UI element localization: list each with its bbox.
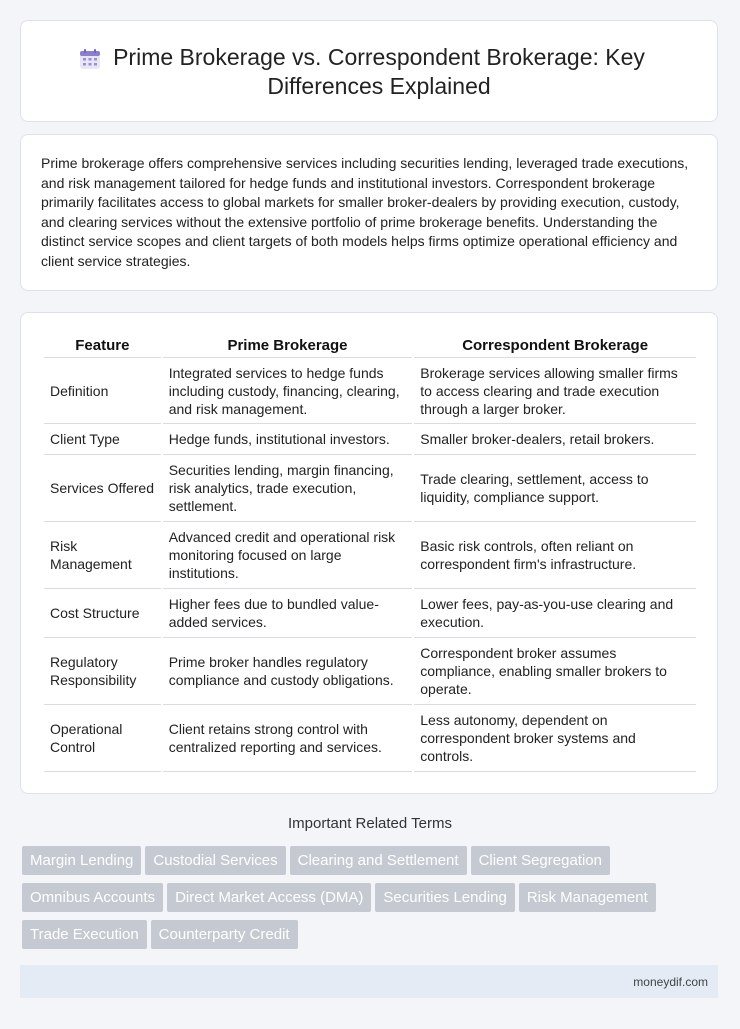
page-title-line-1: Prime Brokerage vs. Correspondent Brokerage: Key — [113, 44, 645, 70]
related-term-tag[interactable]: Trade Execution — [22, 920, 147, 949]
header-prime-brokerage: Prime Brokerage — [163, 335, 413, 358]
feature-cell: Operational Control — [44, 705, 161, 772]
prime-cell: Securities lending, margin financing, risk analytics, trade execution, settlement. — [163, 455, 413, 522]
related-term-tag[interactable]: Custodial Services — [145, 846, 285, 875]
related-term-tag[interactable]: Securities Lending — [375, 883, 514, 912]
comparison-table — [42, 335, 698, 772]
feature-cell: Cost Structure — [44, 589, 161, 638]
prime-cell: Client retains strong control with centralized reporting and services. — [163, 705, 413, 772]
table-row — [44, 358, 696, 424]
related-term-tag[interactable]: Omnibus Accounts — [22, 883, 163, 912]
prime-cell: Integrated services to hedge funds including custody, financing, clearing, and risk management. — [163, 358, 413, 424]
page-title — [81, 43, 677, 101]
correspondent-cell: Less autonomy, dependent on correspondent broker systems and controls. — [414, 705, 696, 772]
page-title-line-2: Differences Explained — [267, 73, 491, 99]
feature-cell: Risk Management — [44, 522, 161, 589]
correspondent-cell: Lower fees, pay-as-you-use clearing and execution. — [414, 589, 696, 638]
correspondent-cell: Smaller broker-dealers, retail brokers. — [414, 424, 696, 455]
comparison-table-card — [20, 312, 718, 794]
intro-card — [20, 134, 718, 291]
related-term-tag[interactable]: Margin Lending — [22, 846, 141, 875]
related-terms-list — [22, 846, 722, 957]
header-feature: Feature — [44, 335, 161, 358]
table-row — [44, 455, 696, 522]
feature-cell: Definition — [44, 358, 161, 424]
related-terms-title: Important Related Terms — [288, 815, 452, 832]
table-row — [44, 705, 696, 772]
prime-cell: Advanced credit and operational risk monitoring focused on large institutions. — [163, 522, 413, 589]
correspondent-cell: Brokerage services allowing smaller firms to access clearing and trade execution through a larger broker. — [414, 358, 696, 424]
feature-cell: Client Type — [44, 424, 161, 455]
table-header-row — [44, 335, 696, 358]
prime-cell: Prime broker handles regulatory compliance and custody obligations. — [163, 638, 413, 705]
header-correspondent-brokerage: Correspondent Brokerage — [414, 335, 696, 358]
intro-paragraph: Prime brokerage offers comprehensive services including securities lending, leveraged trade executions, and risk management tailored for hedge funds and institutional investors. Correspondent brokerage primarily facilitates access to global markets for smaller broker-dealers by providing execution, custody, and clearing services without the extensive portfolio of prime brokerage benefits. Understanding the distinct service scopes and client targets of both models helps firms optimize operational efficiency and client service strategies. — [41, 155, 689, 269]
footer-site[interactable]: moneydif.com — [633, 975, 708, 989]
feature-cell: Services Offered — [44, 455, 161, 522]
related-term-tag[interactable]: Direct Market Access (DMA) — [167, 883, 371, 912]
title-card — [20, 20, 718, 122]
feature-cell: Regulatory Responsibility — [44, 638, 161, 705]
related-term-tag[interactable]: Risk Management — [519, 883, 656, 912]
table-row — [44, 589, 696, 638]
related-term-tag[interactable]: Client Segregation — [471, 846, 610, 875]
prime-cell: Hedge funds, institutional investors. — [163, 424, 413, 455]
correspondent-cell: Correspondent broker assumes compliance, enabling smaller brokers to operate. — [414, 638, 696, 705]
correspondent-cell: Trade clearing, settlement, access to liquidity, compliance support. — [414, 455, 696, 522]
correspondent-cell: Basic risk controls, often reliant on correspondent firm's infrastructure. — [414, 522, 696, 589]
table-row — [44, 638, 696, 705]
related-term-tag[interactable]: Counterparty Credit — [151, 920, 298, 949]
table-row — [44, 522, 696, 589]
footer — [20, 965, 718, 998]
table-row — [44, 424, 696, 455]
prime-cell: Higher fees due to bundled value-added services. — [163, 589, 413, 638]
related-term-tag[interactable]: Clearing and Settlement — [290, 846, 467, 875]
